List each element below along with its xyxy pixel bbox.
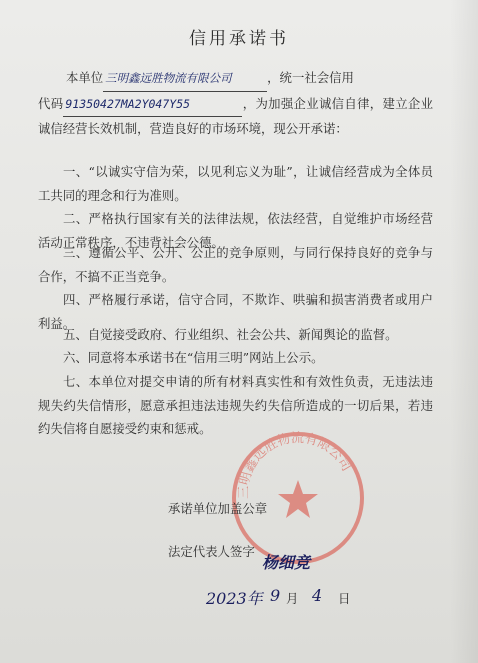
company-name-handwritten: 三明鑫远胜物流有限公司	[103, 67, 267, 92]
clause-4: 四、严格履行承诺，信守合同，不欺诈、哄骗和损害消费者或用户利益。	[38, 292, 433, 331]
clause-5: 五、自觉接受政府、行业组织、社会公共、新闻舆论的监督。	[63, 327, 398, 342]
clause-7: 七、本单位对提交申请的所有材料真实性和有效性负责，无违法违规失约失信情形，愿意承担违法违规失约失信所造成的一切后果，若违约失信将自愿接受约束和惩戒。	[38, 374, 433, 437]
seal-label: 承诺单位加盖公章	[168, 501, 268, 516]
credit-code-handwritten: 91350427MA2Y047Y55	[63, 93, 242, 118]
unit-prefix: 本单位	[66, 70, 104, 85]
day-char: 日	[338, 591, 351, 606]
clause-1: 一、“以诚实守信为荣，以见利忘义为耻”，让诚信经营成为全体员工共同的理念和行为准则。	[38, 164, 433, 203]
intro-paragraph	[38, 66, 433, 141]
seal-text: 三明鑫远胜物流有限公司	[236, 430, 354, 499]
date-day: 4	[312, 586, 323, 605]
code-prefix: 代码	[38, 95, 64, 111]
unit-suffix: ，统一社会信用	[267, 70, 354, 85]
clause-2: 二、严格执行国家有关的法律法规，依法经营，自觉维护市场经营活动正常秩序，不违背社会公德。	[38, 211, 433, 250]
seal-star-icon	[278, 480, 318, 518]
rep-signature: 杨细竞	[262, 553, 311, 572]
rep-signature-label: 法定代表人签字	[168, 544, 255, 559]
date-month: 9	[270, 586, 281, 605]
page-shadow	[450, 0, 478, 663]
code-suffix: ，为加强企业诚信自律，建立企业诚信经营长效机制，营造良好的市场环境，现公开承诺：	[38, 95, 434, 137]
clause-6: 六、同意将本承诺书在“信用三明”网站上公示。	[63, 350, 324, 365]
date-year: 2023年	[206, 589, 263, 608]
document-title: 信用承诺书	[189, 29, 289, 49]
clause-3: 三、遵循公平、公开、公正的竞争原则，与同行保持良好的竞争与合作，不搞不正当竞争。	[38, 245, 433, 284]
month-char: 月	[286, 591, 299, 606]
